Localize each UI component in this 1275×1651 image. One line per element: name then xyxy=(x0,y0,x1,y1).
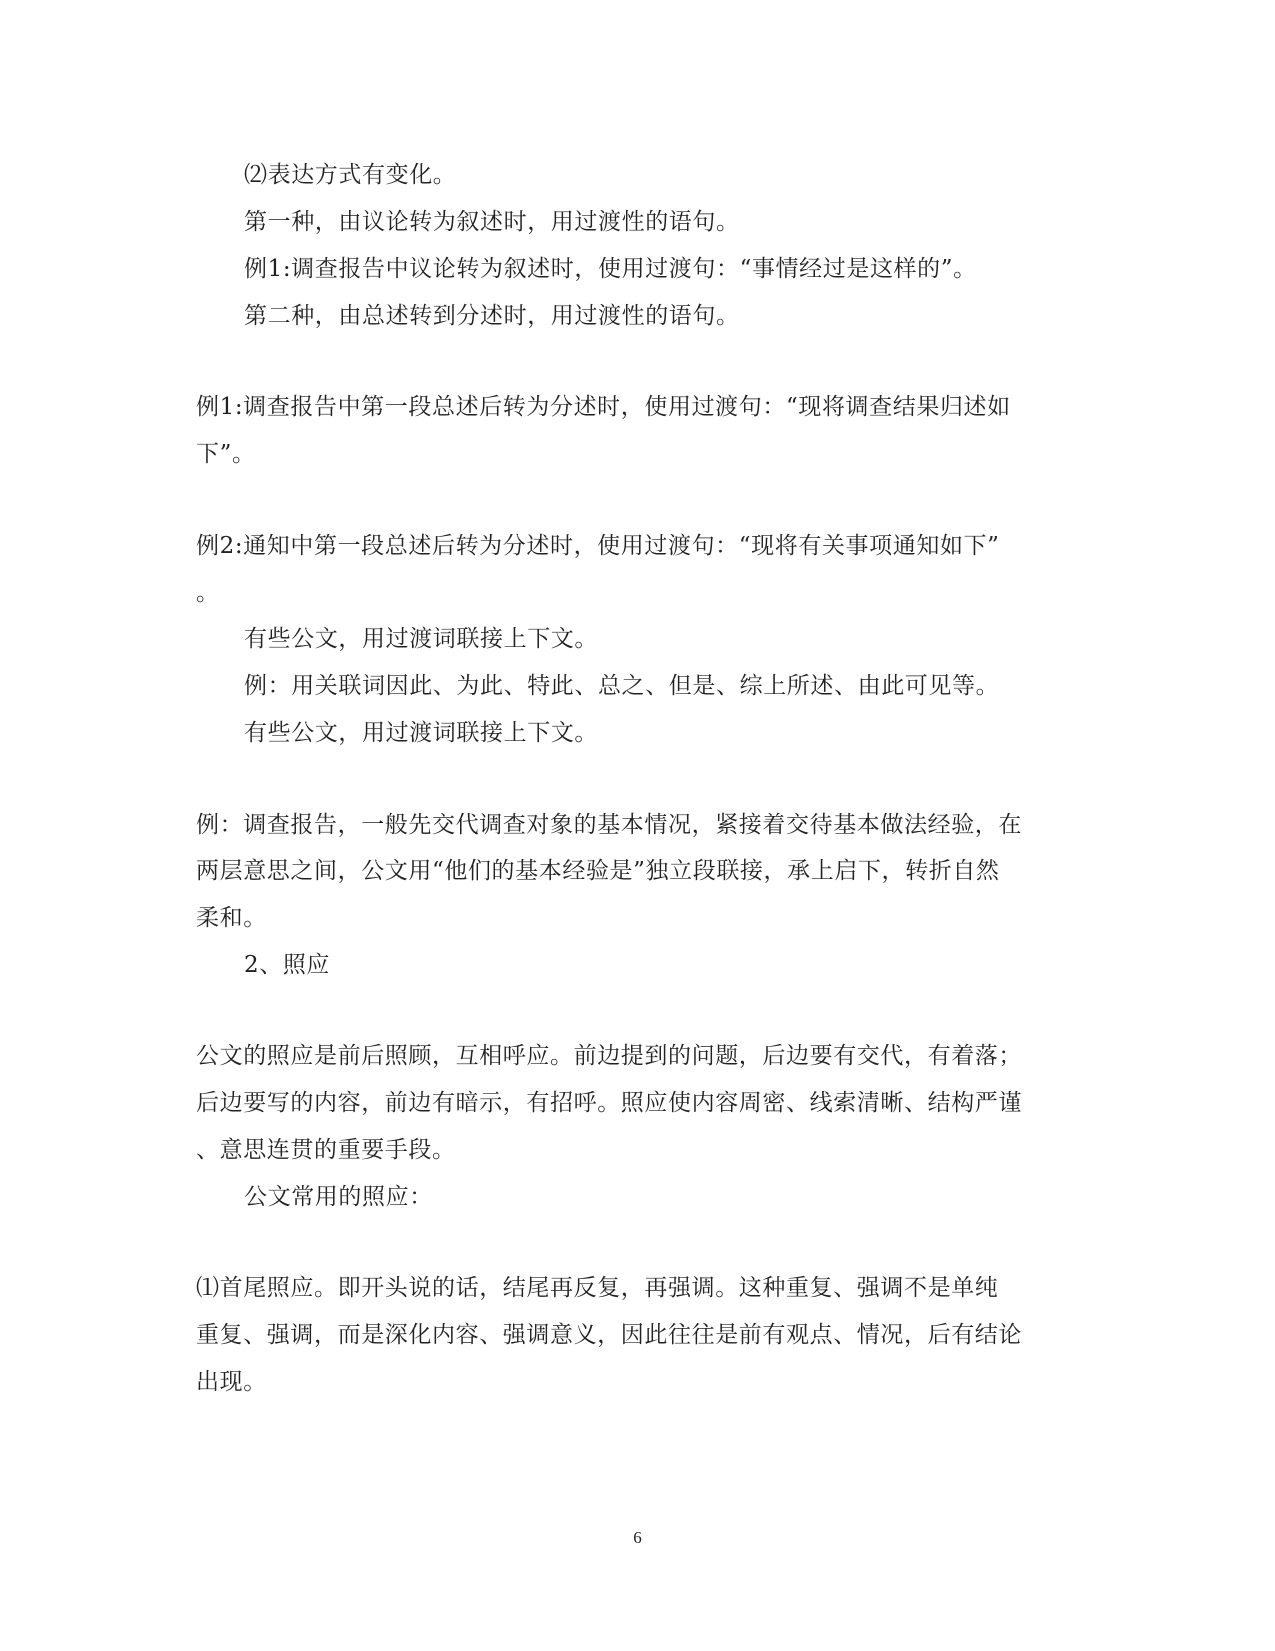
text-line: 、意思连贯的重要手段。 xyxy=(196,1137,456,1163)
text-line: 后边要写的内容，前边有暗示，有招呼。照应使内容周密、线索清晰、结构严谨 xyxy=(196,1090,1022,1116)
text-line: 例2:通知中第一段总述后转为分述时，使用过渡句：“现将有关事项通知如下” xyxy=(196,533,1000,559)
text-line: 公文的照应是前后照顾，互相呼应。前边提到的问题，后边要有交代，有着落； xyxy=(196,1043,1022,1069)
text-line: ⑵表达方式有变化。 xyxy=(244,162,457,188)
text-line: 例：用关联词因此、为此、特此、总之、但是、综上所述、由此可见等。 xyxy=(244,673,1000,699)
text-line: ⑴首尾照应。即开头说的话，结尾再反复，再强调。这种重复、强调不是单纯 xyxy=(196,1275,999,1301)
text-line: 例1:调查报告中议论转为叙述时，使用过渡句：“事情经过是这样的”。 xyxy=(244,256,977,282)
text-line: 公文常用的照应： xyxy=(244,1184,433,1210)
text-line: 柔和。 xyxy=(196,905,267,931)
text-line: 两层意思之间，公文用“他们的基本经验是”独立段联接，承上启下，转折自然 xyxy=(196,858,1000,884)
section-heading: 2、照应 xyxy=(244,952,331,978)
text-line: 例：调查报告，一般先交代调查对象的基本情况，紧接着交待基本做法经验，在 xyxy=(196,812,1022,838)
text-line: 有些公文，用过渡词联接上下文。 xyxy=(244,720,598,746)
text-line: 第一种，由议论转为叙述时，用过渡性的语句。 xyxy=(244,209,740,235)
text-line: 下”。 xyxy=(196,441,256,467)
text-line: 例1:调查报告中第一段总述后转为分述时，使用过渡句：“现将调查结果归述如 xyxy=(196,394,1011,420)
text-line: 。 xyxy=(196,580,220,606)
text-line: 出现。 xyxy=(196,1369,267,1395)
text-line: 有些公文，用过渡词联接上下文。 xyxy=(244,626,598,652)
text-line: 第二种，由总述转到分述时，用过渡性的语句。 xyxy=(244,303,740,329)
page-number: 6 xyxy=(633,1528,642,1547)
text-line: 重复、强调，而是深化内容、强调意义，因此往往是前有观点、情况，后有结论 xyxy=(196,1322,1022,1348)
